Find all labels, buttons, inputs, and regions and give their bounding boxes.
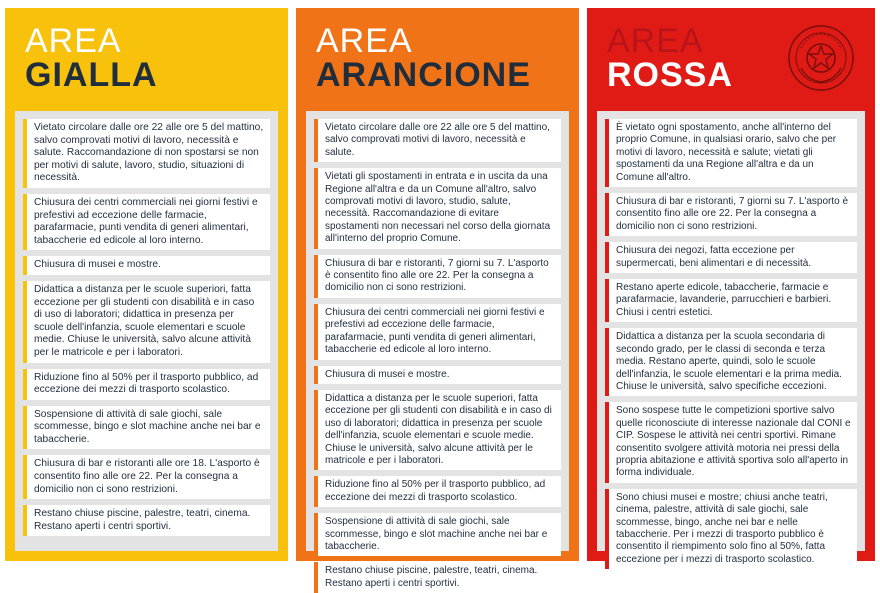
panel-title [316, 24, 531, 92]
title-color-name: ARANCIONE [316, 56, 531, 94]
rule-item: Sono sospese tutte le competizioni sportive salvo quelle riconosciute di interesse nazionale dal CONI e CIP. Sospese le attività nei centri sportivi. Rimane consentito svolgere attività motoria nei pressi della propria abitazione e attività sportiva solo all'aperto in forma individuale. [605, 402, 857, 482]
rules-list [15, 111, 278, 551]
rules-list [306, 111, 569, 589]
rule-item: Chiusura di bar e ristoranti, 7 giorni su 7. L'asporto è consentito fino alle ore 22. Per la consegna a domicilio non ci sono restrizioni. [605, 193, 857, 236]
rule-item: Chiusura di musei e mostre. [314, 366, 561, 384]
rule-item: Chiusura di bar e ristoranti, 7 giorni su 7. L'asporto è consentito fino alle ore 22. Per la consegna a domicilio non ci sono restrizioni. [314, 255, 561, 298]
rule-item: Vietato circolare dalle ore 22 alle ore 5 del mattino, salvo comprovati motivi di lavoro, necessità e salute. Raccomandazione di non spostarsi se non per motivi di salute, lavoro, studio, situazioni di necessità. [23, 119, 270, 188]
panel-area-gialla [5, 8, 288, 561]
rule-item: Sospensione di attività di sale giochi, sale scommesse, bingo e slot machine anche nei bar e tabaccherie. [23, 406, 270, 450]
rule-item: Didattica a distanza per le scuole superiori, fatta eccezione per gli studenti con disabilità e in caso di uso di laboratori; didattica in presenza per scuole dell'infanzia, scuole elementari e scuole medie. Chiuse le università, salvo alcune attività per le matricole e per i laboratori. [23, 281, 270, 363]
rule-item: Riduzione fino al 50% per il trasporto pubblico, ad eccezione dei mezzi di trasporto scolastico. [23, 369, 270, 400]
rule-item: Sono chiusi musei e mostre; chiusi anche teatri, cinema, palestre, attività di sale giochi, sale scommesse, bingo, anche nei bar e nelle tabaccherie. Per i mezzi di trasporto pubblico è consentito il riempimento solo fino al 50%, fatta eccezione per i mezzi di trasporto scolastico. [605, 489, 857, 569]
title-area: AREA [316, 22, 413, 60]
italian-republic-emblem-icon [787, 24, 855, 92]
panel-area-rossa [587, 8, 875, 565]
rule-item: Riduzione fino al 50% per il trasporto pubblico, ad eccezione dei mezzi di trasporto scolastico. [314, 476, 561, 507]
rule-item: Didattica a distanza per la scuola secondaria di secondo grado, per le classi di seconda e terza media. Restano aperte, quindi, solo le scuole dell'infanzia, le scuole elementari e la prima media. Chiuse le università, salvo specifiche eccezioni. [605, 328, 857, 396]
panel-title [607, 24, 733, 92]
panel-title [25, 24, 158, 92]
rule-item: Restano aperte edicole, tabaccherie, farmacie e parafarmacie, lavanderie, parrucchieri e barbieri. Chiusi i centri estetici. [605, 279, 857, 322]
rule-item: Chiusura di musei e mostre. [23, 256, 270, 275]
title-area: AREA [25, 22, 122, 60]
title-color-name: ROSSA [607, 56, 733, 94]
rule-item: Chiusura di bar e ristoranti alle ore 18. L'asporto è consentito fino alle ore 22. Per la consegna a domicilio non ci sono restrizioni. [23, 455, 270, 499]
rule-item: Chiusura dei negozi, fatta eccezione per supermercati, beni alimentari e di necessità. [605, 242, 857, 273]
rule-item: Restano chiuse piscine, palestre, teatri, cinema. Restano aperti i centri sportivi. [23, 505, 270, 536]
title-area: AREA [607, 22, 704, 60]
rule-item: Didattica a distanza per le scuole superiori, fatta eccezione per gli studenti con disabilità e in caso di uso di laboratori; didattica in presenza per scuole dell'infanzia, scuole elementari e scuole medie. Chiuse le università, salvo alcune attività per le matricole e per i laboratori. [314, 390, 561, 470]
rules-list [597, 111, 865, 565]
rule-item: Chiusura dei centri commerciali nei giorni festivi e prefestivi ad eccezione delle farmacie, parafarmacie, punti vendita di generi alimentari, tabaccherie ed edicole al loro interno. [314, 304, 561, 360]
rule-item: Vietati gli spostamenti in entrata e in uscita da una Regione all'altra e da un Comune all'altro, salvo comprovati motivi di lavoro, studio, salute, necessità. Raccomandazione di evitare spostamenti non necessari nel corso della giornata all'interno del proprio Comune. [314, 168, 561, 248]
rule-item: Restano chiuse piscine, palestre, teatri, cinema. Restano aperti i centri sportivi. [314, 562, 561, 593]
rule-item: Vietato circolare dalle ore 22 alle ore 5 del mattino, salvo comprovati motivi di lavoro, necessità e salute. [314, 119, 561, 162]
title-color-name: GIALLA [25, 56, 158, 94]
panel-area-arancione [296, 8, 579, 589]
rule-item: Chiusura dei centri commerciali nei giorni festivi e prefestivi ad eccezione delle farmacie, parafarmacie, punti vendita di generi alimentari, tabaccherie ed edicole al loro interno. [23, 194, 270, 250]
rule-item: È vietato ogni spostamento, anche all'interno del proprio Comune, in qualsiasi orario, salvo che per motivi di lavoro, necessità e salute; vietati gli spostamenti da una Regione all'altra e da un Comune all'altro. [605, 119, 857, 187]
rule-item: Sospensione di attività di sale giochi, sale scommesse, bingo e slot machine anche nei bar e tabaccherie. [314, 513, 561, 556]
